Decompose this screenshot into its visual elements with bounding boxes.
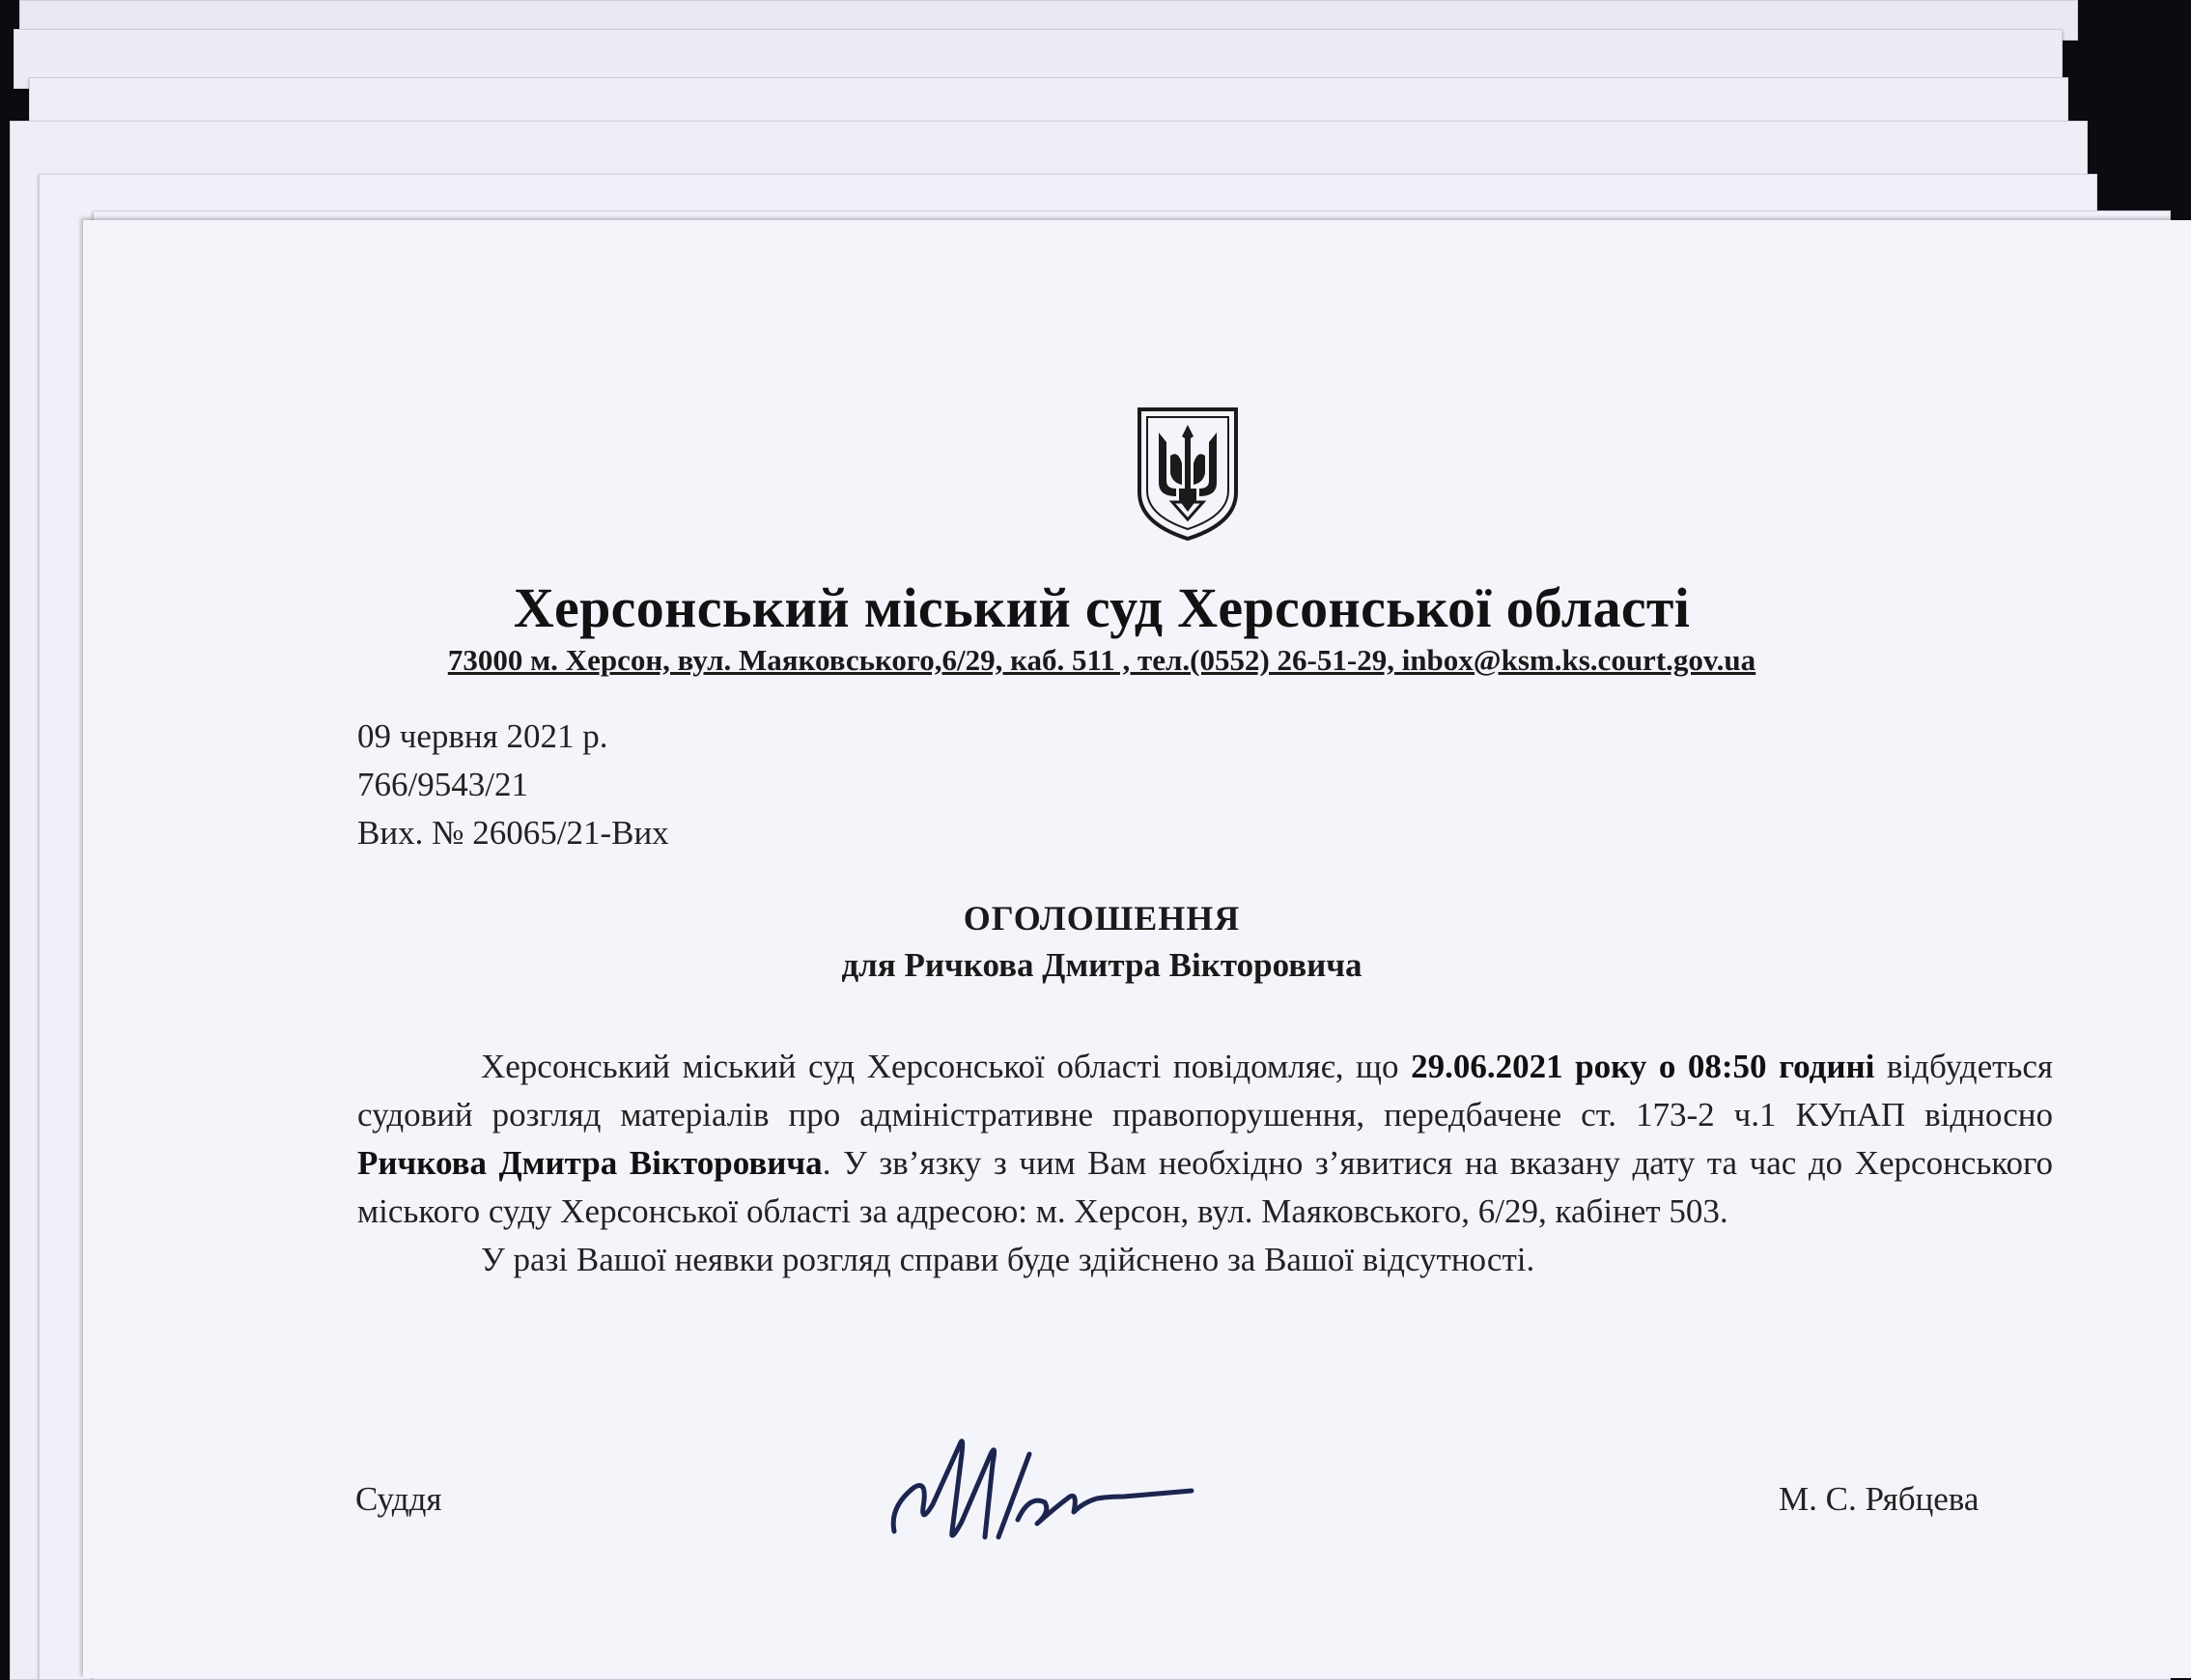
notice-paragraph bbox=[357, 1043, 2053, 1236]
court-name-heading: Херсонський міський суд Херсонської області bbox=[513, 576, 1691, 639]
signer-name: М. С. Рябцева bbox=[1779, 1480, 1980, 1518]
body-text-segment: відбудеться судовий розгляд матеріалів про адміністративне правопорушення, передбачене ст. 173-2 ч.1 КУпАП відносно bbox=[357, 1048, 2053, 1134]
handwritten-signature bbox=[885, 1415, 1203, 1551]
document-meta bbox=[357, 713, 669, 857]
court-address: 73000 м. Херсон, вул. Маяковського,6/29, каб. 511 , тел.(0552) 26-51-29, inbox@ksm.ks.court.gov.ua bbox=[447, 643, 1756, 677]
defendant-name: Ричкова Дмитра Вікторовича bbox=[357, 1144, 823, 1182]
court-notice-page bbox=[83, 220, 2191, 1678]
body-text-segment: Херсонський міський суд Херсонської області повідомляє, що bbox=[481, 1048, 1412, 1085]
announcement-title: ОГОЛОШЕННЯ bbox=[963, 899, 1241, 938]
signer-role: Суддя bbox=[355, 1480, 442, 1518]
document-date: 09 червня 2021 р. bbox=[357, 717, 608, 755]
outgoing-number: Вих. № 26065/21-Вих bbox=[357, 814, 669, 852]
coat-of-arms-icon bbox=[1134, 404, 1242, 544]
case-number: 766/9543/21 bbox=[357, 766, 528, 803]
notice-body bbox=[357, 1043, 2053, 1284]
hearing-datetime: 29.06.2021 року о 08:50 годині bbox=[1411, 1048, 1875, 1085]
body-text-segment: . У зв’язку з чим Вам необхідно з’явитися на вказану дату та час до Херсонського міського суду Херсонської області за адресою: м. Херсон, вул. Маяковського, 6/29, кабінет 503. bbox=[357, 1144, 2054, 1230]
notice-paragraph: У разі Вашої неявки розгляд справи буде здійснено за Вашої відсутності. bbox=[481, 1241, 1535, 1278]
announcement-addressee: для Ричкова Дмитра Вікторовича bbox=[841, 946, 1362, 984]
